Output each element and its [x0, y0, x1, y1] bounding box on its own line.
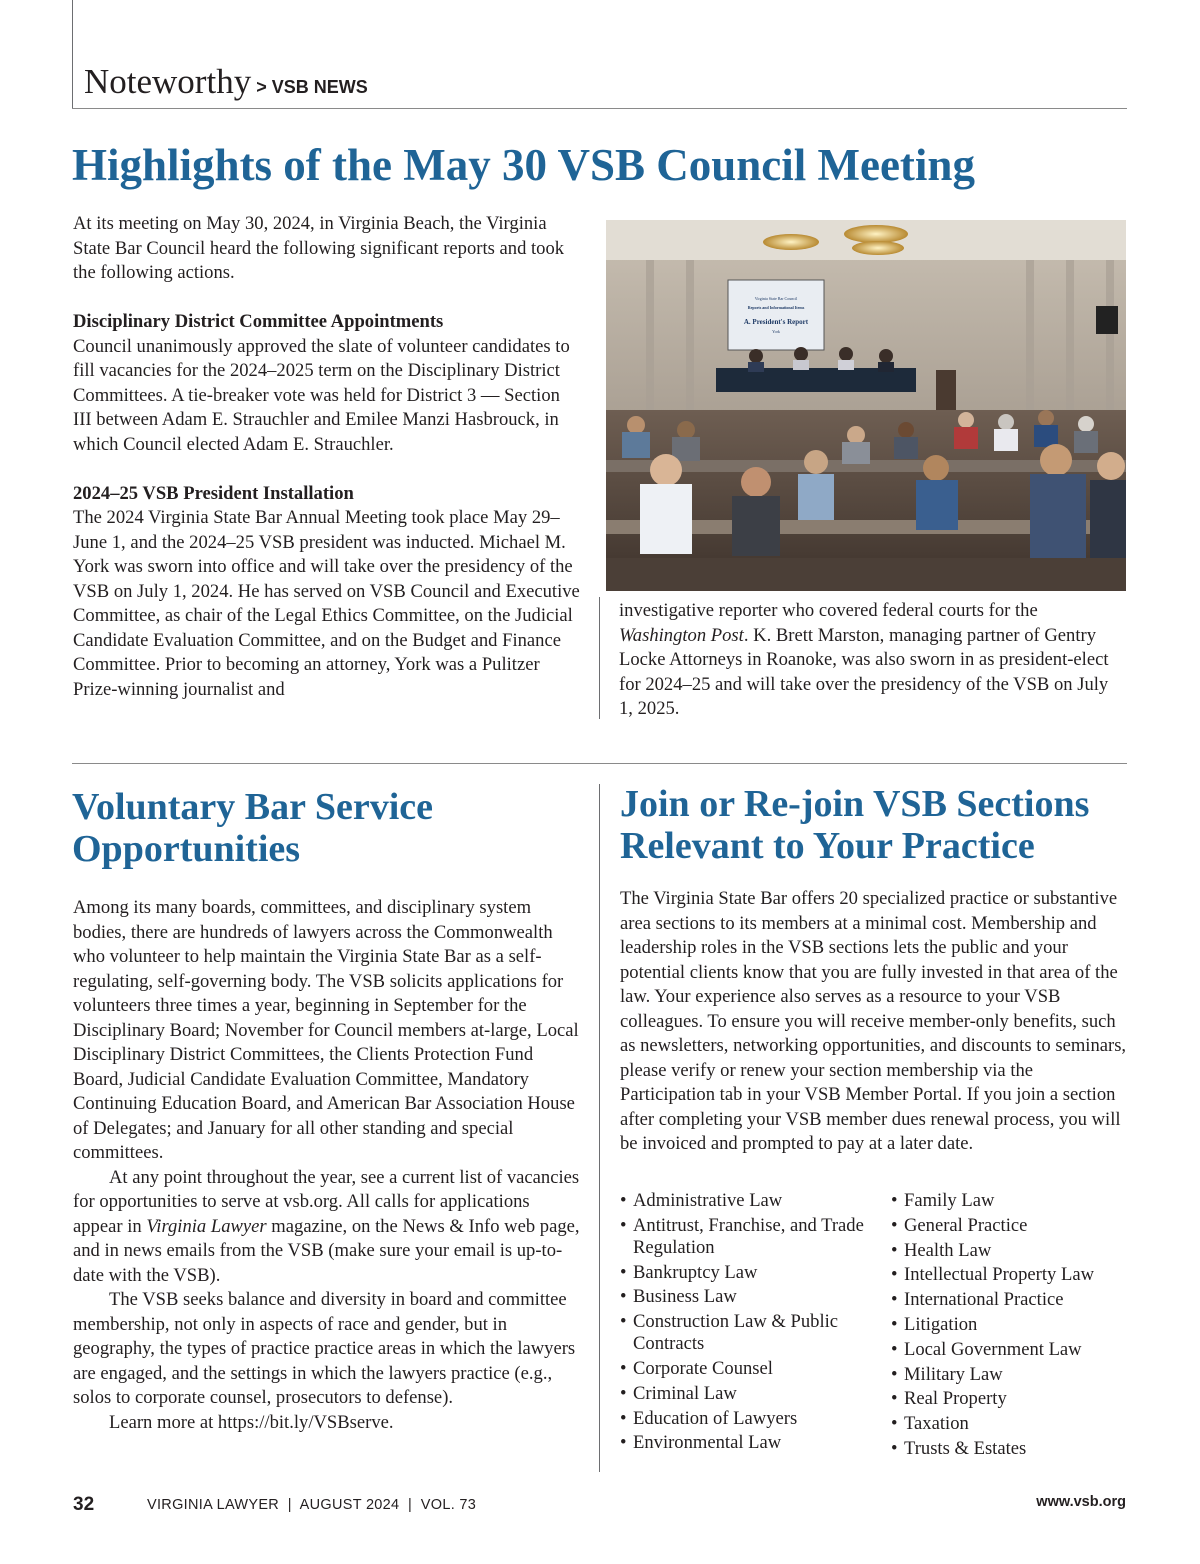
screen-text-1: Virginia State Bar Council [754, 296, 798, 301]
screen-text-3: A. President's Report [743, 318, 809, 326]
article3-body [620, 887, 1128, 1157]
website: www.vsb.org [1036, 1494, 1126, 1510]
article3-title [620, 783, 1089, 867]
header-rule [72, 108, 1127, 109]
section-name: Noteworthy [84, 62, 252, 101]
list-item: • Business Law [620, 1286, 870, 1308]
article2-paragraph-3: The VSB seeks balance and diversity in board and committee membership, not only in aspects of race and gender, but in geography, the types of practice practice areas in which the lawyers are engaged, and the settings in which the lawyers practice (e.g., solos to corporate counsel, prosecutors to defense). [73, 1289, 576, 1408]
list-item: • Construction Law & Public Contracts [620, 1311, 870, 1355]
article2-p2-text-b: magazine, on the News & Info web page, and in news emails from the VSB (make sure your email is up-to-date with the VSB). [73, 1215, 580, 1286]
article1-intro: At its meeting on May 30, 2024, in Virginia Beach, the Virginia State Bar Council heard the following significant reports and took the following actions. [73, 213, 565, 283]
article1-subhead-2: 2024–25 VSB President Installation [73, 482, 354, 504]
article2-publication: Virginia Lawyer [146, 1215, 267, 1237]
article2-title [72, 786, 433, 870]
article2-paragraph-1: Among its many boards, committees, and disciplinary system bodies, there are hundreds of lawyers across the Commonwealth who volunteer to help maintain the Virginia State Bar as a self-regulating, self-governing body. The VSB solicits applications for volunteers three times a year, beginning in September for the Disciplinary Board; November for Council members at-large, Local Disciplinary District Committees, the Clients Protection Fund Board, Judicial Candidate Evaluation Committee, Mandatory Continuing Education Board, and American Bar Association House of Delegates; and January for all other standing and special committees. [73, 897, 579, 1163]
bottom-column-rule [599, 784, 600, 1472]
article2-title-line1: Voluntary Bar Service [72, 786, 433, 828]
article3-paragraph-1: The Virginia State Bar offers 20 specialized practice or substantive area sections to its members at a minimal cost. Membership and leadership roles in the VSB sections lets the public and your potential clients know that you are fully invested in that area of the law. Your experience also serves as a resource to your VSB colleagues. To ensure you will receive member-only benefits, such as newsletters, networking opportunities, and discounts to seminars, please verify or renew your section membership via the Participation tab in your VSB Member Portal. If you join a section after completing your VSB member dues renewal process, you will be invoiced and prompted to pay at a later date. [620, 888, 1127, 1154]
sections-list-left [620, 1190, 870, 1457]
council-meeting-photo [606, 220, 1126, 591]
header-left-rule [72, 0, 73, 109]
list-item: • General Practice [891, 1215, 1131, 1237]
publication-info: VIRGINIA LAWYER | AUGUST 2024 | VOL. 73 [147, 1497, 477, 1513]
sections-list-right [891, 1190, 1131, 1463]
article1-title: Highlights of the May 30 VSB Council Meeting [72, 140, 975, 190]
list-item: • Taxation [891, 1413, 1131, 1435]
article1-column-rule [599, 597, 600, 719]
screen-text-4: York [772, 329, 780, 334]
list-item: • Real Property [891, 1388, 1131, 1410]
article2-p2-text-a: At any point throughout the year, see a current list of vacancies for opportunities to serve at vsb.org. All calls for applications appear in [73, 1166, 580, 1237]
publication-name: Washington Post [619, 624, 744, 646]
article2-paragraph-4: Learn more at https://bit.ly/VSBserve. [109, 1411, 394, 1433]
list-item: • Education of Lawyers [620, 1408, 870, 1430]
list-item: • Family Law [891, 1190, 1131, 1212]
list-item: • International Practice [891, 1289, 1131, 1311]
article3-title-line1: Join or Re-join VSB Sections [620, 783, 1090, 825]
list-item: • Local Government Law [891, 1339, 1131, 1361]
article1-paragraph-1: Council unanimously approved the slate of volunteer candidates to fill vacancies for the 2024–2025 term on the Disciplinary District Committees. A tie-breaker vote was held for District 3 — Section III between Adam E. Strauchler and Emilee Manzi Hasbrouck, in which Council elected Adam E. Strauchler. [73, 335, 570, 455]
list-item: • Military Law [891, 1364, 1131, 1386]
article2-paragraph-2 [73, 1166, 583, 1289]
list-item: • Bankruptcy Law [620, 1262, 870, 1284]
article2-body [73, 896, 583, 1435]
list-item: • Trusts & Estates [891, 1438, 1131, 1460]
kicker-separator: > [251, 77, 272, 97]
article1-continuation [619, 599, 1119, 722]
list-item: • Health Law [891, 1240, 1131, 1262]
article1-paragraph-2-continued [619, 599, 1119, 722]
list-item: • Intellectual Property Law [891, 1264, 1131, 1286]
list-item: • Corporate Counsel [620, 1358, 870, 1380]
list-item: • Antitrust, Franchise, and Trade Regulation [620, 1215, 870, 1259]
list-item: • Administrative Law [620, 1190, 870, 1212]
continuation-text-a: investigative reporter who covered federal courts for the [619, 600, 1038, 621]
list-item: • Litigation [891, 1314, 1131, 1336]
continuation-text-b: . K. Brett Marston, managing partner of Gentry Locke Attorneys in Roanoke, was also sworn in as president-elect for 2024–25 and will take over the presidency of the VSB on July 1, 2025. [619, 624, 1109, 719]
page-number: 32 [73, 1494, 95, 1515]
list-item: • Criminal Law [620, 1383, 870, 1405]
article1-body [73, 212, 583, 702]
list-item: • Environmental Law [620, 1432, 870, 1454]
article2-title-line2: Opportunities [72, 828, 301, 870]
meeting-room-illustration [606, 220, 1126, 591]
article1-subhead-1: Disciplinary District Committee Appointments [73, 311, 444, 332]
article3-title-line2: Relevant to Your Practice [620, 825, 1035, 867]
screen-text-2: Reports and Informational Items [747, 305, 805, 310]
subsection-name: VSB NEWS [271, 77, 368, 97]
section-divider [72, 763, 1127, 764]
section-kicker [84, 62, 368, 102]
article1-paragraph-2: The 2024 Virginia State Bar Annual Meeting took place May 29–June 1, and the 2024–25 VSB president was inducted. Michael M. York was sworn into office and will take over the presidency of the VSB on July 1, 2024. He has served on VSB Council and Executive Committee, as chair of the Legal Ethics Committee, on the Judicial Candidate Evaluation Committee, and on the Budget and Finance Committee. Prior to becoming an attorney, York was a Pulitzer Prize-winning journalist and [73, 507, 580, 700]
